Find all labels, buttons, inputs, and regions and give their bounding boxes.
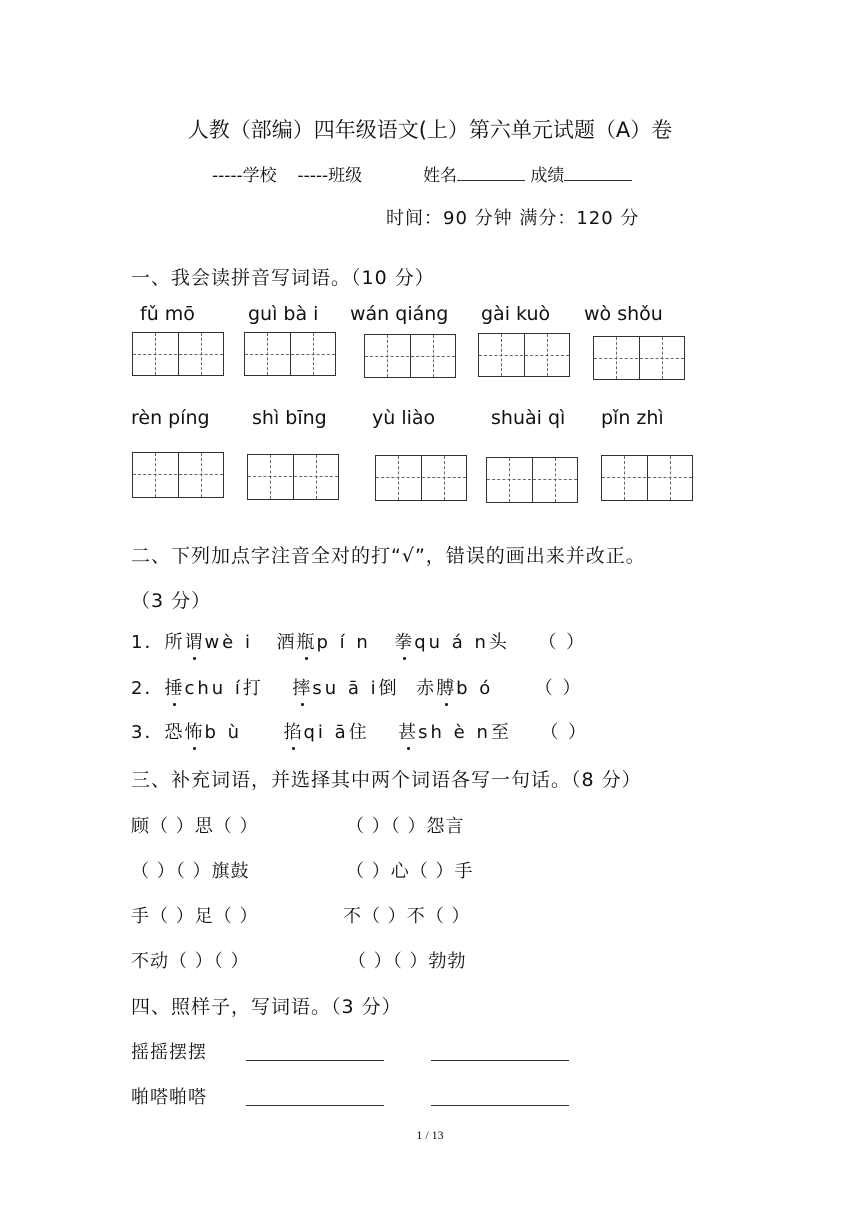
example-word: 啪嗒啪嗒 bbox=[131, 1087, 207, 1108]
pinyin-label: wán qiáng bbox=[350, 303, 449, 325]
section2-score: （3 分） bbox=[131, 590, 212, 612]
idiom-blank[interactable]: 顾（ ）思（ ） bbox=[131, 816, 259, 837]
question-3: 3．恐怖b ù 掐qi ā住 甚sh è n至 （ ） bbox=[131, 718, 588, 744]
pinyin-label: gài kuò bbox=[481, 303, 551, 325]
writing-box[interactable] bbox=[601, 455, 693, 501]
name-label: 姓名 bbox=[422, 166, 457, 186]
writing-box[interactable] bbox=[486, 457, 578, 503]
pinyin-label: wò shǒu bbox=[584, 303, 663, 325]
pinyin-label: pǐn zhì bbox=[601, 407, 664, 429]
idiom-blank[interactable]: （ ）（ ）怨言 bbox=[346, 816, 465, 837]
dotted-char: 瓶 bbox=[296, 628, 316, 654]
writing-box[interactable] bbox=[132, 332, 224, 376]
dotted-char: 甚 bbox=[398, 718, 418, 744]
writing-box[interactable] bbox=[244, 332, 336, 376]
score-blank bbox=[564, 164, 632, 181]
writing-box[interactable] bbox=[132, 452, 224, 498]
dotted-char: 掐 bbox=[283, 718, 303, 744]
answer-line[interactable] bbox=[431, 1087, 569, 1110]
idiom-blank[interactable]: （ ）心（ ）手 bbox=[346, 861, 474, 882]
section1-heading: 一、我会读拼音写词语。（10 分） bbox=[131, 267, 435, 289]
section4-heading: 四、照样子，写词语。（3 分） bbox=[131, 996, 402, 1018]
answer-bracket[interactable]: （ ） bbox=[540, 722, 589, 743]
writing-box[interactable] bbox=[593, 336, 685, 380]
answer-line[interactable] bbox=[431, 1042, 569, 1065]
pinyin-label: rèn píng bbox=[131, 407, 210, 429]
answer-bracket[interactable]: （ ） bbox=[534, 678, 583, 699]
question-2: 2．捶chu í打 摔su ā i倒 赤膊b ó （ ） bbox=[131, 674, 582, 700]
dotted-char: 膊 bbox=[436, 674, 456, 700]
pinyin-label: guì bà i bbox=[248, 303, 319, 325]
class-field: -----班级 bbox=[297, 166, 363, 186]
time-info: 时间：90 分钟 满分：120 分 bbox=[386, 208, 640, 229]
school-field: -----学校 bbox=[212, 166, 277, 186]
dotted-char: 捶 bbox=[164, 674, 184, 700]
writing-box[interactable] bbox=[375, 455, 467, 501]
dotted-char: 摔 bbox=[292, 674, 312, 700]
student-info-line bbox=[212, 161, 632, 186]
writing-box[interactable] bbox=[364, 334, 456, 378]
pinyin-label: shì bīng bbox=[252, 407, 327, 429]
score-label: 成绩 bbox=[530, 166, 565, 186]
pinyin-label: fǔ mō bbox=[140, 303, 195, 325]
section3-heading: 三、补充词语，并选择其中两个词语各写一句话。（8 分） bbox=[131, 769, 642, 791]
page-title: 人教（部编）四年级语文(上）第六单元试题（A）卷 bbox=[187, 118, 673, 142]
writing-box[interactable] bbox=[478, 333, 570, 377]
question-1: 1．所谓wè i 酒瓶p í n 拳qu á n头 （ ） bbox=[131, 628, 586, 654]
dotted-char: 拳 bbox=[394, 628, 414, 654]
page-number: 1 / 13 bbox=[416, 1128, 444, 1142]
idiom-blank[interactable]: （ ）（ ）勃勃 bbox=[348, 951, 467, 972]
pinyin-label: shuài qì bbox=[491, 407, 566, 429]
answer-bracket[interactable]: （ ） bbox=[538, 632, 587, 653]
answer-line[interactable] bbox=[246, 1087, 384, 1110]
idiom-blank[interactable]: 不动（ ）（ ） bbox=[131, 951, 250, 972]
dotted-char: 谓 bbox=[184, 628, 204, 654]
answer-line[interactable] bbox=[246, 1042, 384, 1065]
dotted-char: 怖 bbox=[184, 718, 204, 744]
idiom-blank[interactable]: 手（ ）足（ ） bbox=[131, 906, 259, 927]
writing-box[interactable] bbox=[247, 454, 339, 500]
example-word: 摇摇摆摆 bbox=[131, 1042, 207, 1063]
idiom-blank[interactable]: 不（ ）不（ ） bbox=[343, 906, 471, 927]
section2-heading: 二、下列加点字注音全对的打“√”，错误的画出来并改正。 bbox=[131, 545, 646, 567]
idiom-blank[interactable]: （ ）（ ）旗鼓 bbox=[131, 861, 250, 882]
pinyin-label: yù liào bbox=[372, 407, 436, 429]
name-blank bbox=[457, 164, 525, 181]
